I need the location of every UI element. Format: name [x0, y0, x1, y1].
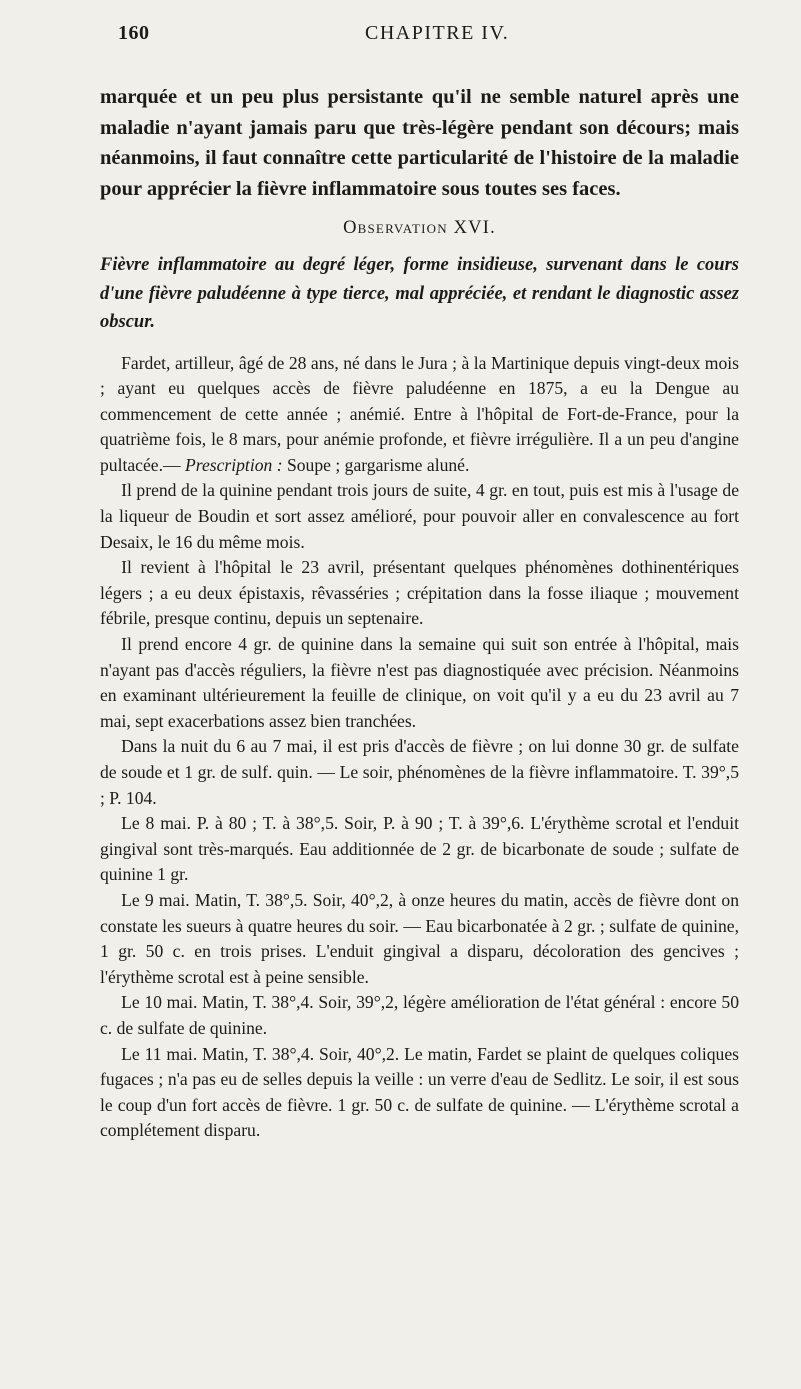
- observation-paragraph-6: Le 8 mai. P. à 80 ; T. à 38°,5. Soir, P. à 90 ; T. à 39°,6. L'érythème scrotal et l'enduit gingival sont très-marqués. Eau additionnée de 2 gr. de bicarbonate de soude ; sulfate de quinine 1 gr.: [100, 813, 739, 885]
- chapter-title: CHAPITRE IV.: [365, 22, 510, 44]
- observation-paragraph-4: Il prend encore 4 gr. de quinine dans la semaine qui suit son entrée à l'hôpital, mais n'ayant pas d'accès réguliers, la fièvre n'est pas diagnostiquée avec précision. Néanmoins en examinant ultérieurement la feuille de clinique, on voit qu'il y a eu du 23 avril au 7 mai, sept exacerbations assez bien tranchées.: [100, 634, 739, 731]
- observation-paragraph-7: Le 9 mai. Matin, T. 38°,5. Soir, 40°,2, à onze heures du matin, accès de fièvre dont on constate les sueurs à quatre heures du soir. — Eau bicarbonatée à 2 gr. ; sulfate de quinine, 1 gr. 50 c. en trois prises. L'enduit gingival a disparu, décoloration des gencives ; l'érythème scrotal est à peine sensible.: [100, 889, 739, 987]
- observation-paragraph-5: Dans la nuit du 6 au 7 mai, il est pris d'accès de fièvre ; on lui donne 30 gr. de sulfate de soude et 1 gr. de sulf. quin. — Le soir, phénomènes de la fièvre inflammatoire. T. 39°,5 ; P. 104.: [100, 736, 739, 808]
- paragraph-1-prescription: Soupe ; gargarisme aluné.: [282, 454, 470, 475]
- page-number: 160: [118, 22, 150, 44]
- observation-paragraph-2: Il prend de la quinine pendant trois jours de suite, 4 gr. en tout, puis est mis à l'usage de la liqueur de Boudin et sort assez amélioré, pour pouvoir aller en convalescence au fort Desaix, le 16 du même mois.: [100, 480, 739, 552]
- intro-paragraph: marquée et un peu plus persistante qu'il ne semble naturel après une maladie n'ayant jamais paru que très-légère pendant son décours; mais néanmoins, il faut connaître cette particularité de l'histoire de la maladie pour apprécier la fièvre inflammatoire sous toutes ses faces.: [100, 86, 739, 200]
- observation-heading: Observation XVI.: [343, 218, 496, 238]
- running-head: [100, 20, 739, 54]
- paragraph-1-text: Fardet, artilleur, âgé de 28 ans, né dans le Jura ; à la Martinique depuis vingt-deux mois ; ayant eu quelques accès de fièvre paludéenne en 1875, a eu la Dengue au commencement de cette année ; anémié. Entre à l'hôpital de Fort-de-France, pour la quatrième fois, le 8 mars, pour anémie profonde, et fièvre irrégulière. Il a un peu d'angine pultacée.—: [100, 352, 739, 475]
- observation-summary: Fièvre inflammatoire au degré léger, forme insidieuse, survenant dans le cours d'une fièvre paludéenne à type tierce, mal appréciée, et rendant le diagnostic assez obscur.: [100, 255, 739, 332]
- prescription-label: Prescription :: [185, 454, 283, 475]
- observation-paragraph-3: Il revient à l'hôpital le 23 avril, présentant quelques phénomènes dothinentériques légers ; a eu deux épistaxis, rêvasséries ; crépitation dans la fosse iliaque ; mouvement fébrile, presque continu, depuis un septenaire.: [100, 557, 739, 629]
- observation-paragraph-1: [100, 351, 739, 479]
- observation-paragraph-8: Le 10 mai. Matin, T. 38°,4. Soir, 39°,2, légère amélioration de l'état général : encore 50 c. de sulfate de quinine.: [100, 992, 739, 1038]
- observation-paragraph-9: Le 11 mai. Matin, T. 38°,4. Soir, 40°,2. Le matin, Fardet se plaint de quelques coliques fugaces ; n'a pas eu de selles depuis la veille : un verre d'eau de Sedlitz. Le soir, il est sous le coup d'un fort accès de fièvre. 1 gr. 50 c. de sulfate de quinine. — L'érythème scrotal a complétement disparu.: [100, 1043, 739, 1141]
